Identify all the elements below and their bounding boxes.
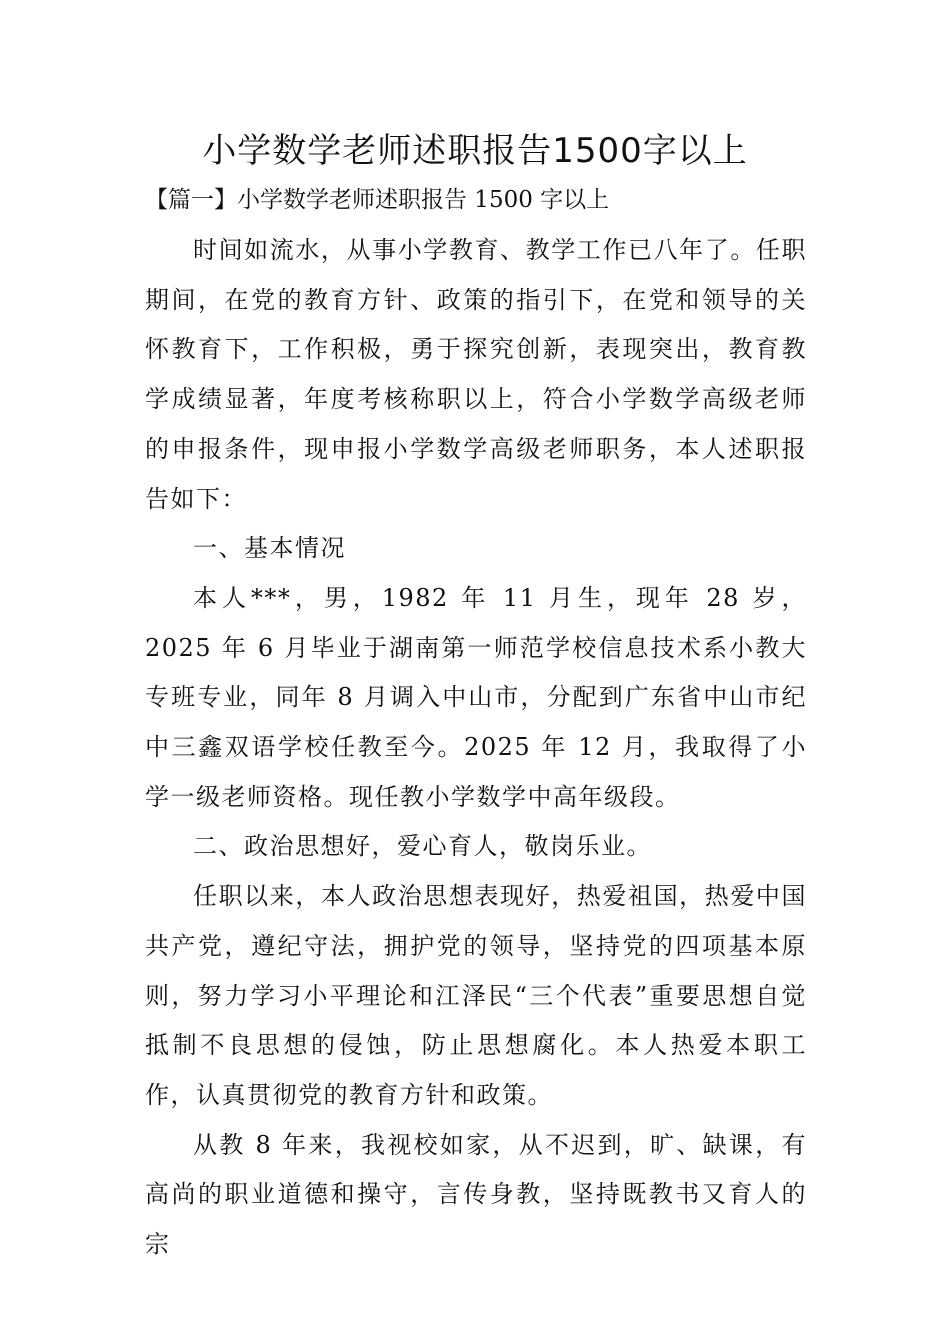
paragraph-intro: 时间如流水，从事小学教育、教学工作已八年了。任职期间，在党的教育方针、政策的指引下，在党和领导的关怀教育下，工作积极，勇于探究创新，表现突出，教育教学成绩显著，年度考核称职以上，符合小学数学高级老师的申报条件，现申报小学数学高级老师职务，本人述职报告如下： [145, 236, 807, 513]
document-body [145, 226, 807, 1270]
paragraph-teaching: 从教 8 年来，我视校如家，从不迟到，旷、缺课，有高尚的职业道德和操守，言传身教，坚持既教书又育人的宗 [145, 1130, 807, 1259]
paragraph-heading-basic-info: 一、基本情况 [193, 534, 346, 563]
section-heading: 【篇一】小学数学老师述职报告 1500 字以上 [145, 187, 610, 213]
paragraph-basic-info: 本人***，男，1982 年 11 月生，现年 28 岁，2025 年 6 月毕业于湖南第一师范学校信息技术系小教大专班专业，同年 8 月调入中山市，分配到广东省中山市纪中三鑫双语学校任教至今。2025 年 12 月，我取得了小学一级老师资格。现任教小学数学中高年级段。 [145, 583, 807, 811]
paragraph-politics: 任职以来，本人政治思想表现好，热爱祖国，热爱中国共产党，遵纪守法，拥护党的领导，坚持党的四项基本原则，努力学习小平理论和江泽民“三个代表”重要思想自觉抵制不良思想的侵蚀，防止思想腐化。本人热爱本职工作，认真贯彻党的教育方针和政策。 [145, 882, 807, 1109]
document-title: 小学数学老师述职报告1500字以上 [202, 131, 748, 171]
paragraph-heading-politics: 二、政治思想好，爱心育人，敬岗乐业。 [193, 832, 652, 861]
